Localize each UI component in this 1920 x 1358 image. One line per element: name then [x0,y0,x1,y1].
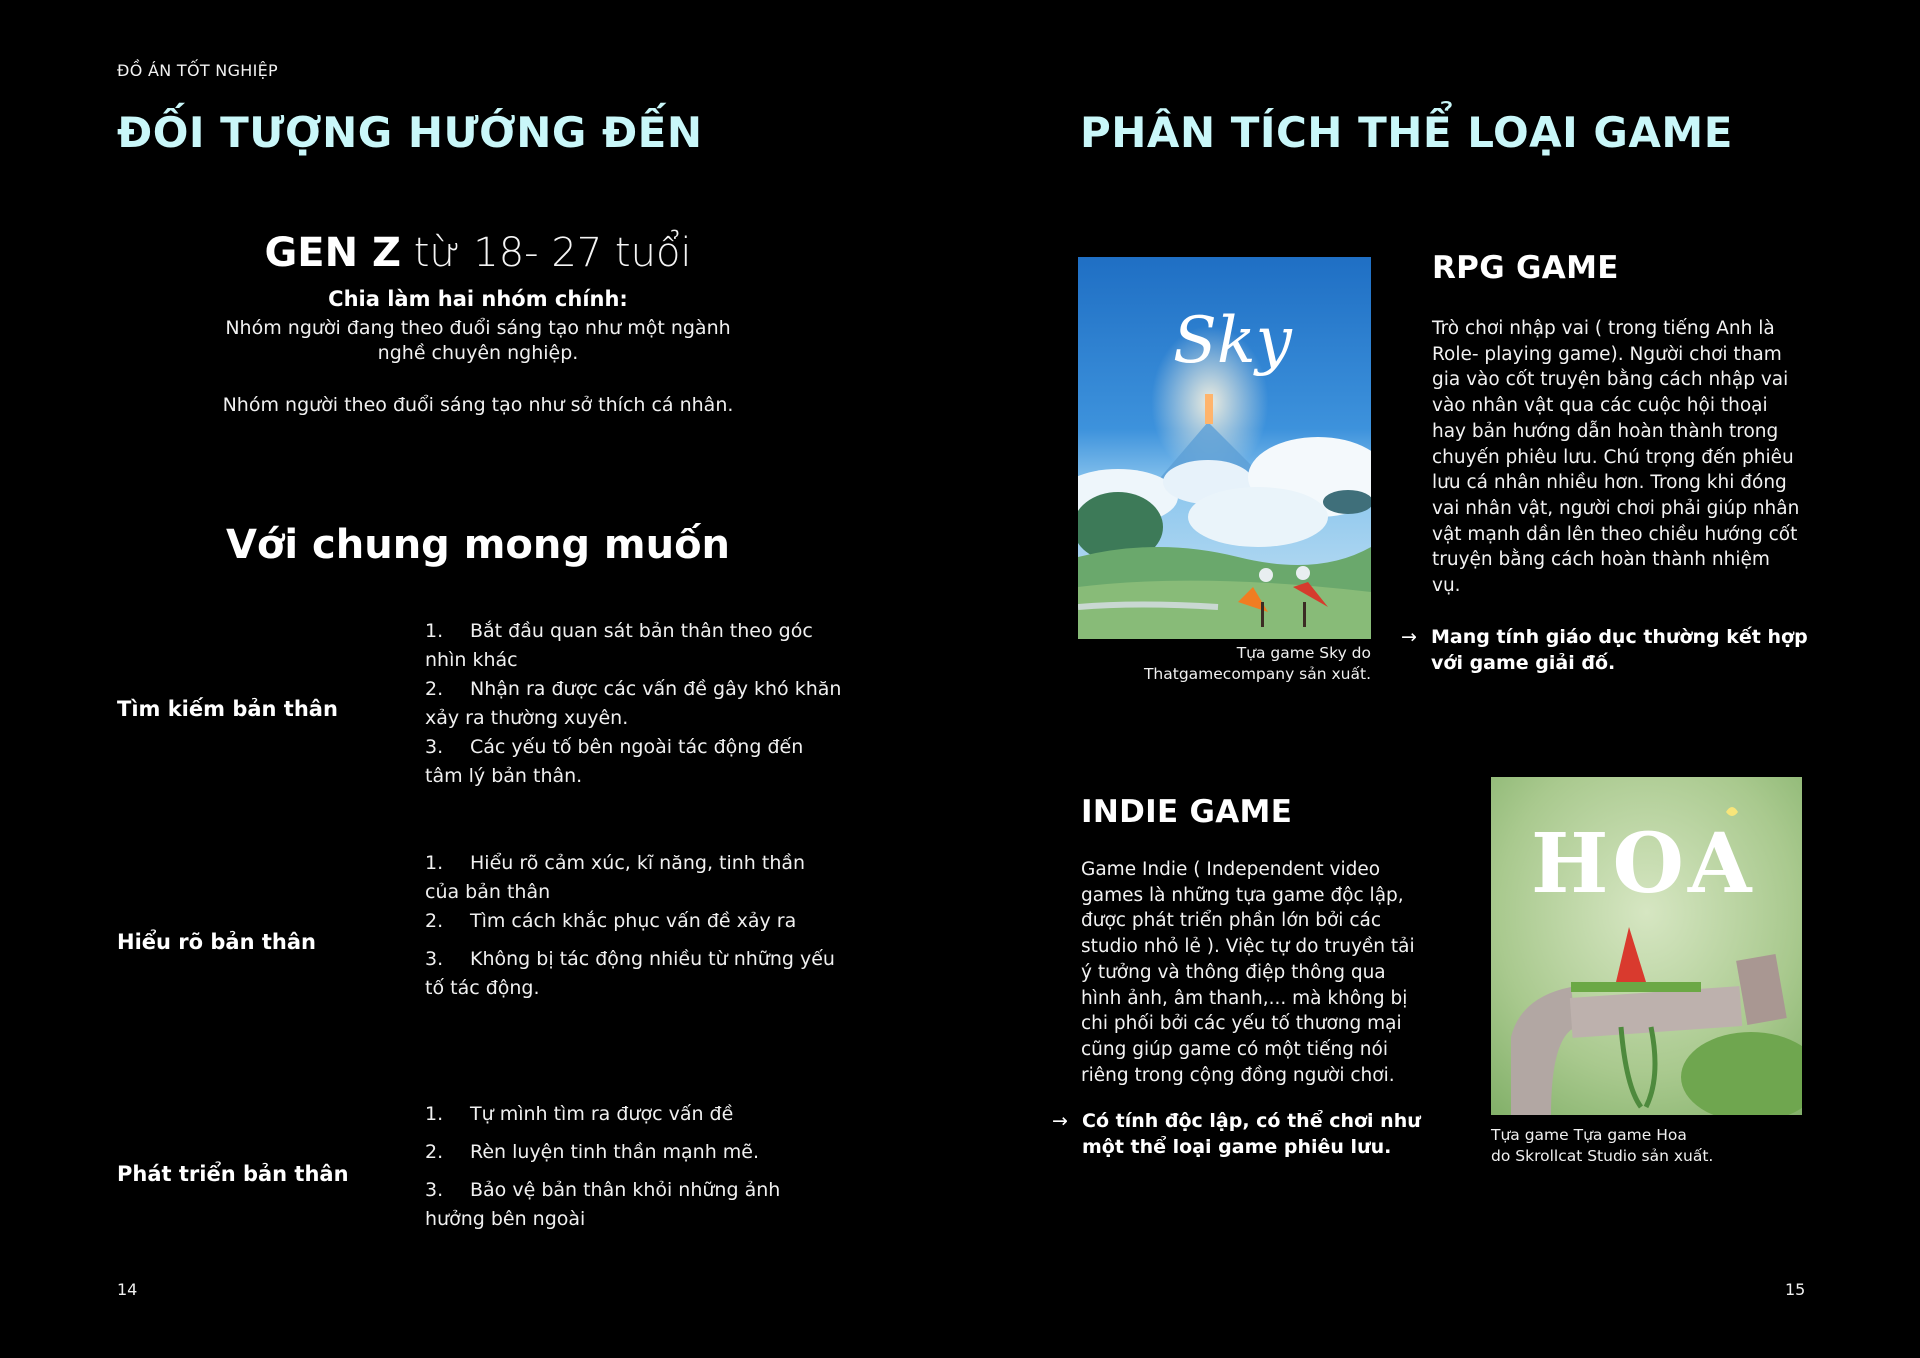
audience-headline-bold: GEN Z [264,230,401,276]
page-title-target-audience: ĐỐI TƯỢNG HƯỚNG ĐẾN [117,108,703,157]
wishes-title: Với chung mong muốn [225,522,731,568]
hoa-game-cover-image [1491,777,1802,1115]
group-1-line-1: Nhóm người đang theo đuổi sáng tạo như một ngành [225,317,731,339]
rpg-highlight: → Mang tính giáo dục thường kết hợp với game giải đố. [1401,626,1808,674]
list-item: 3. Bảo vệ bản thân khỏi những ảnh hưởng bên ngoài [425,1179,781,1230]
sky-cover-illustration [1078,257,1371,639]
rpg-game-description: Trò chơi nhập vai ( trong tiếng Anh là Role- playing game). Người chơi tham gia vào cốt truyện bằng cách nhập vai vào nhân vật qua các cuộc hội thoại hay bản hướng dẫn hoàn thành trong chuyến phiêu lưu. Chú trọng đến phiêu lưu cá nhân nhiều hơn. Trong khi đóng vai nhân vật, người chơi phải giúp nhân vật mạnh dần lên theo chiều hướng cốt truyện bằng cách hoàn thành nhiệm vụ. [1432,318,1800,597]
list-item: 2. Rèn luyện tinh thần mạnh mẽ. [425,1141,760,1163]
arrow-right-icon: → [1401,626,1417,648]
audience-headline-age: từ 18- 27 tuổi [401,230,692,276]
audience-headline [200,230,756,276]
hoa-cover-illustration [1491,777,1802,1115]
sky-game-cover-image [1078,257,1371,639]
wish-list-understand-self [425,849,845,1003]
indie-highlight: → Có tính độc lập, có thể chơi như một thể loại game phiêu lưu. [1052,1110,1421,1158]
wish-label-understand-self: Hiểu rõ bản thân [117,930,316,954]
sky-image-caption: Tựa game Sky do Thatgamecompany sản xuất. [1143,644,1371,683]
wish-label-find-self: Tìm kiếm bản thân [117,697,338,721]
list-item: 1. Hiểu rõ cảm xúc, kĩ năng, tinh thần của bản thân [425,852,806,903]
list-item: 3. Không bị tác động nhiều từ những yếu tố tác động. [425,948,835,999]
list-item: 2. Tìm cách khắc phục vấn đề xảy ra [425,910,797,932]
page-number-right: 15 [1785,1280,1806,1299]
indie-game-title: INDIE GAME [1081,794,1293,830]
list-item: 3. Các yếu tố bên ngoài tác động đến tâm lý bản thân. [425,736,804,787]
list-item: 1. Bắt đầu quan sát bản thân theo góc nhìn khác [425,620,813,671]
groups-heading: Chia làm hai nhóm chính: [328,287,628,311]
wish-list-find-self [425,617,845,791]
indie-game-description: Game Indie ( Independent video games là những tựa game độc lập, được phát triển phần lớn bởi các studio nhỏ lẻ ). Việc tự do truyền tải ý tưởng và thông điệp thông qua hình ảnh, âm thanh,... mà không bị chi phối bởi các yếu tố thương mại cũng giúp game có một tiếng nói riêng trong cộng đồng người chơi. [1081,859,1415,1086]
group-2-line: Nhóm người theo đuổi sáng tạo như sở thích cá nhân. [222,394,734,416]
arrow-right-icon: → [1052,1110,1068,1132]
page-title-game-genre-analysis: PHÂN TÍCH THỂ LOẠI GAME [1080,108,1733,157]
page-number-left: 14 [117,1280,138,1299]
document-header-label: ĐỒ ÁN TỐT NGHIỆP [117,61,278,80]
wish-label-develop-self: Phát triển bản thân [117,1162,349,1186]
list-item: 1. Tự mình tìm ra được vấn đề [425,1103,734,1125]
sky-logo-text: Sky [1173,304,1292,378]
list-item: 2. Nhận ra được các vấn đề gây khó khăn xảy ra thường xuyên. [425,678,842,729]
hoa-logo-text: HOA [1531,816,1756,912]
group-1-line-2: nghề chuyên nghiệp. [377,342,579,364]
hoa-image-caption: Tựa game Tựa game Hoa do Skrollcat Studio sản xuất. [1491,1126,1714,1165]
rpg-game-title: RPG GAME [1432,250,1619,286]
wish-list-develop-self [425,1100,845,1234]
